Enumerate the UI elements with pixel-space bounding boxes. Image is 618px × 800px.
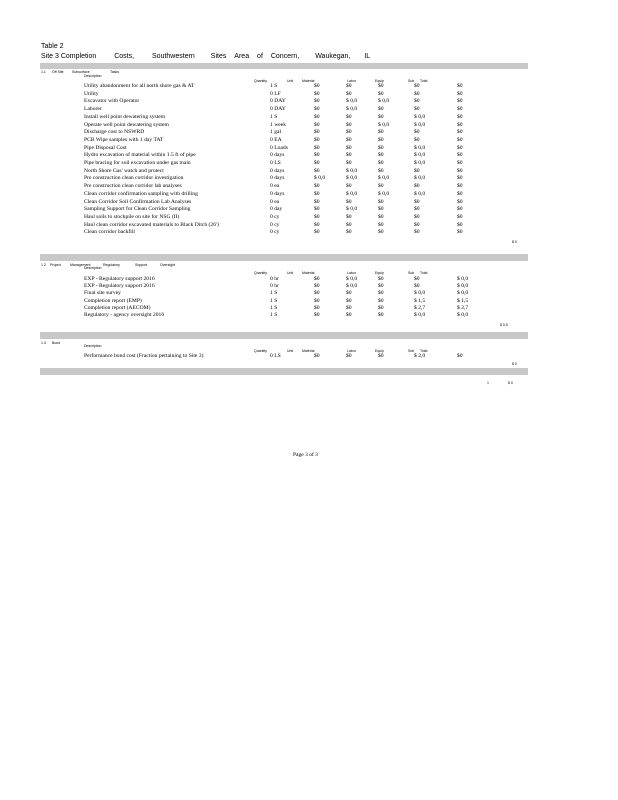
cell-sub: $0 [414, 213, 420, 220]
table-row [0, 191, 618, 198]
section-label: Subsurface [72, 70, 90, 74]
cell-tot: $0 [457, 353, 463, 359]
cell-qty: 1 S [270, 304, 278, 311]
cell-qty: 1 S [270, 83, 278, 89]
cell-sub: $0 [414, 276, 420, 282]
column-header: Quantity [254, 79, 268, 83]
task-description: Pre construction clean corridor lab analyses [84, 183, 182, 190]
cell-sub: $ 1,5 [414, 297, 426, 304]
cell-mat: $0 [314, 152, 320, 159]
table-row [0, 305, 618, 312]
column-header: Sub [408, 349, 415, 353]
column-header: Unit [287, 349, 294, 353]
cell-lab: $0 [346, 136, 352, 143]
cell-tot: $0 [457, 198, 463, 205]
table-title [41, 53, 370, 60]
cell-tot: $0 [457, 83, 463, 89]
cell-tot: $0 [457, 213, 463, 220]
column-header: Quantity [254, 349, 268, 353]
cell-mat: $0 [314, 113, 320, 120]
cell-lab: $0 [346, 152, 352, 159]
cell-mat: $0 [314, 206, 320, 213]
table-row [0, 137, 618, 144]
section-bar [40, 368, 528, 375]
cell-lab: $0 [346, 129, 352, 136]
column-header-description: Description [84, 344, 102, 348]
cell-mat: $0 [314, 276, 320, 282]
task-description: EXP - Regulatory support 2016 [84, 283, 155, 290]
section-label: Off Site [52, 70, 64, 74]
table-row [0, 106, 618, 113]
cell-lab: $0 [346, 183, 352, 190]
cell-mat: $0 [314, 353, 320, 359]
cell-mat: $0 [314, 229, 320, 236]
cell-qty: 0 days [270, 175, 285, 182]
cell-qty: 0 LF [270, 90, 281, 97]
cell-sub: $0 [414, 183, 420, 190]
cell-lab: $0 [346, 198, 352, 205]
cell-sub: $ 0,0 [414, 290, 426, 297]
section-label: Management [70, 263, 91, 267]
column-header: Sub [408, 271, 415, 275]
table-row [0, 312, 618, 319]
cell-lab: $ 0,0 [346, 106, 358, 113]
cell-tot: $ 0,0 [457, 312, 469, 318]
table-row [0, 222, 618, 229]
cell-qty: 0 LS [270, 353, 281, 359]
column-header: Material [302, 271, 315, 275]
cell-mat: $0 [314, 304, 320, 311]
section-number: 1.2 [41, 263, 46, 267]
cell-eq: $0 [378, 229, 384, 236]
cell-lab: $0 [346, 312, 352, 318]
cell-lab: $0 [346, 83, 352, 89]
cell-eq: $0 [378, 353, 384, 359]
cell-sub: $0 [414, 206, 420, 213]
cell-sub: $0 [414, 90, 420, 97]
table-row [0, 83, 618, 90]
cell-sub: $0 [414, 283, 420, 290]
column-header: Unit [287, 271, 294, 275]
task-description: Sampling Support for Clean Corridor Sampling [84, 206, 191, 213]
column-header: Sub [408, 79, 415, 83]
table-row [0, 98, 618, 105]
column-header: Labor [347, 79, 356, 83]
section-bar [40, 254, 528, 261]
table-row [0, 91, 618, 98]
cell-sub: $0 [414, 83, 420, 89]
cell-mat: $0 [314, 90, 320, 97]
page-number: Page 3 of 3 [293, 452, 318, 458]
cell-eq: $ 0,0 [378, 98, 390, 105]
table-row [0, 175, 618, 182]
section-label: Support [135, 263, 148, 267]
column-header: Material [302, 349, 315, 353]
table-row [0, 129, 618, 136]
title-part: of [257, 53, 263, 60]
cell-qty: 0 cy [270, 221, 280, 228]
table-row [0, 183, 618, 190]
cell-tot: $0 [457, 113, 463, 120]
task-description: Excavator with Operator [84, 98, 140, 105]
cell-tot: $0 [457, 144, 463, 151]
cell-lab: $ 0,0 [346, 175, 358, 182]
section-label: Regulatory [103, 263, 120, 267]
table-row [0, 199, 618, 206]
cell-eq: $ 0,0 [378, 190, 390, 197]
cell-tot: $0 [457, 98, 463, 105]
cell-lab: $0 [346, 113, 352, 120]
column-header: Total [420, 79, 428, 83]
cell-sub: $0 [414, 136, 420, 143]
table-row [0, 298, 618, 305]
column-header: Equip [375, 349, 384, 353]
cell-tot: $0 [457, 160, 463, 166]
cell-lab: $0 [346, 144, 352, 151]
cell-lab: $ 0,0 [346, 167, 358, 174]
column-header: Quantity [254, 271, 268, 275]
cell-qty: 0 LS [270, 160, 281, 166]
cell-qty: 0 DAY [270, 98, 286, 105]
cell-mat: $0 [314, 297, 320, 304]
cell-lab: $ 0,0 [346, 190, 358, 197]
cell-eq: $0 [378, 183, 384, 190]
cell-eq: $0 [378, 129, 384, 136]
cell-qty: 1 S [270, 113, 278, 120]
cell-mat: $0 [314, 190, 320, 197]
cell-sub: $ 0,0 [414, 190, 426, 197]
cell-sub: $0 [414, 98, 420, 105]
cell-tot: $0 [457, 106, 463, 113]
cell-lab: $0 [346, 121, 352, 128]
column-header: Labor [347, 271, 356, 275]
title-part: Concern, [270, 53, 300, 60]
cell-lab: $0 [346, 304, 352, 311]
section-subtotal: $ 0,5 [500, 323, 508, 327]
section-label: Oversight [160, 263, 175, 267]
table-row [0, 122, 618, 129]
table-row [0, 206, 618, 213]
table-row [0, 283, 618, 290]
cell-eq: $0 [378, 276, 384, 282]
cell-sub: $ 2,7 [414, 304, 426, 311]
table-row [0, 276, 618, 283]
cell-tot: $ 1,5 [457, 297, 469, 304]
task-description: Completion report (AECOM) [84, 304, 151, 311]
cell-sub: $ 0,0 [414, 144, 426, 151]
cell-lab: $0 [346, 229, 352, 236]
task-description: Laborer [84, 106, 102, 113]
cell-qty: 0 days [270, 190, 285, 197]
cell-tot: $ 2,7 [457, 304, 469, 311]
column-header-description: Description [84, 74, 102, 78]
cell-qty: 0 cy [270, 229, 280, 236]
title-part: Waukegan, [315, 53, 351, 60]
cell-eq: $0 [378, 136, 384, 143]
task-description: Haul clean corridor excavated materials to Black Ditch (26') [84, 221, 219, 228]
table-row [0, 145, 618, 152]
cell-eq: $0 [378, 90, 384, 97]
cell-lab: $0 [346, 297, 352, 304]
cell-eq: $0 [378, 152, 384, 159]
column-header: Total [420, 349, 428, 353]
cell-mat: $0 [314, 83, 320, 89]
column-header: Equip [375, 79, 384, 83]
task-description: North Shore Gas' watch and protect [84, 167, 164, 174]
title-part: Sites [210, 53, 227, 60]
cell-sub: $ 0,0 [414, 121, 426, 128]
table-row [0, 290, 618, 297]
cell-qty: 0 EA [270, 136, 282, 143]
task-description: Pre construction clean corridor investigation [84, 175, 184, 182]
cell-sub: $ 0,0 [414, 113, 426, 120]
cell-mat: $0 [314, 121, 320, 128]
cell-tot: $0 [457, 183, 463, 190]
cell-tot: $0 [457, 136, 463, 143]
cell-eq: $0 [378, 283, 384, 290]
task-description: Completion report (EMP) [84, 297, 142, 304]
cell-lab: $0 [346, 160, 352, 166]
cell-eq: $0 [378, 297, 384, 304]
cell-qty: 1 gal [270, 129, 282, 136]
section-label: Tasks [110, 70, 119, 74]
cell-tot: $0 [457, 121, 463, 128]
task-description: Install well point dewatering system [84, 113, 166, 120]
cell-eq: $0 [378, 221, 384, 228]
cell-lab: $0 [346, 90, 352, 97]
cell-qty: 1 S [270, 290, 278, 297]
cell-qty: 0 Loads [270, 144, 288, 151]
cell-lab: $0 [346, 290, 352, 297]
cell-sub: $ 0,0 [414, 175, 426, 182]
cell-lab: $0 [346, 221, 352, 228]
cell-lab: $0 [346, 213, 352, 220]
table-row [0, 229, 618, 236]
cell-tot: $0 [457, 206, 463, 213]
cell-lab: $0 [346, 353, 352, 359]
cell-qty: 0 DAY [270, 106, 286, 113]
cell-tot: $ 0,0 [457, 290, 469, 297]
cell-mat: $0 [314, 136, 320, 143]
cell-eq: $0 [378, 312, 384, 318]
task-description: Performance bond cost (Fraction pertaining to Site 3) [84, 353, 204, 359]
task-description: Pipe Disposal Cost [84, 144, 127, 151]
cell-sub: $0 [414, 221, 420, 228]
cell-qty: 1 week [270, 121, 286, 128]
cell-mat: $0 [314, 167, 320, 174]
cell-mat: $0 [314, 312, 320, 318]
cell-mat: $0 [314, 98, 320, 105]
cell-sub: $ 0,0 [414, 312, 426, 318]
task-description: Haul soils to stockpile on site for NSG (II) [84, 213, 180, 220]
cell-lab: $ 0,0 [346, 206, 358, 213]
title-part: IL [364, 53, 371, 60]
table-row [0, 214, 618, 221]
cell-mat: $0 [314, 144, 320, 151]
cell-tot: $ 0,0 [457, 276, 469, 282]
cell-mat: $0 [314, 106, 320, 113]
column-header: Unit [287, 79, 294, 83]
cell-eq: $0 [378, 113, 384, 120]
section-label: Bond [52, 341, 61, 345]
cell-tot: $ 0,0 [457, 283, 469, 290]
task-description: Utility abandonment for all north shore gas & AT [84, 83, 195, 89]
task-description: Clean corridor confirmation sampling with drilling [84, 190, 198, 197]
grand-total-label: 1 [487, 381, 489, 385]
cell-eq: $ 0,0 [378, 175, 390, 182]
task-description: Pipe bracing for soil excavation under gas main [84, 160, 191, 166]
task-description: Discharge cost to NSWRD [84, 129, 145, 136]
cell-eq: $0 [378, 304, 384, 311]
cell-lab: $ 0,0 [346, 283, 358, 290]
cell-eq: $0 [378, 206, 384, 213]
cell-mat: $ 0,0 [314, 175, 326, 182]
cell-qty: 1 S [270, 297, 278, 304]
cell-eq: $ 0,0 [378, 121, 390, 128]
section-bar [40, 332, 528, 339]
title-part: Area [234, 53, 250, 60]
table-row [0, 353, 618, 360]
cell-tot: $0 [457, 167, 463, 174]
task-description: Utility [84, 90, 99, 97]
cell-tot: $0 [457, 229, 463, 236]
cell-eq: $0 [378, 167, 384, 174]
cell-qty: 0 ea [270, 183, 280, 190]
cell-eq: $0 [378, 144, 384, 151]
cell-sub: $ 0,0 [414, 152, 426, 159]
cell-tot: $0 [457, 90, 463, 97]
cell-eq: $0 [378, 106, 384, 113]
column-header: Labor [347, 349, 356, 353]
title-part: Southwestern [152, 53, 195, 60]
cell-qty: 0 ea [270, 198, 280, 205]
cell-eq: $0 [378, 290, 384, 297]
section-number: 1.1 [41, 70, 46, 74]
column-header-description: Description [84, 266, 102, 270]
title-part: Site 3 Completion [41, 53, 97, 60]
table-number: Table 2 [41, 43, 64, 50]
cell-sub: $ 0,0 [414, 160, 426, 166]
header-rule [40, 63, 528, 69]
cell-tot: $0 [457, 175, 463, 182]
table-row [0, 152, 618, 159]
table-row [0, 160, 618, 167]
task-description: Clean Corridor Soil Confirmation Lab Analyses [84, 198, 192, 205]
cell-mat: $0 [314, 283, 320, 290]
cell-eq: $0 [378, 198, 384, 205]
cell-mat: $0 [314, 183, 320, 190]
task-description: Operate well point dewatering system [84, 121, 169, 128]
task-description: Final site survey [84, 290, 121, 297]
task-description: Regulatory - agency oversight 2016 [84, 312, 165, 318]
table-row [0, 168, 618, 175]
cell-mat: $0 [314, 213, 320, 220]
cell-tot: $0 [457, 221, 463, 228]
cell-qty: 1 S [270, 312, 278, 318]
cell-eq: $0 [378, 213, 384, 220]
task-description: EXP - Regulatory support 2016 [84, 276, 155, 282]
cell-sub: $0 [414, 106, 420, 113]
cell-mat: $0 [314, 290, 320, 297]
cell-sub: $ 2,0 [414, 353, 426, 359]
task-description: Clean corridor backfill [84, 229, 135, 236]
column-header: Total [420, 271, 428, 275]
cell-eq: $0 [378, 160, 384, 166]
cell-sub: $0 [414, 167, 420, 174]
cell-sub: $0 [414, 229, 420, 236]
cell-lab: $ 0,0 [346, 276, 358, 282]
cell-qty: 0 hr [270, 283, 279, 290]
cell-mat: $0 [314, 129, 320, 136]
section-subtotal: $ 0 [512, 240, 517, 244]
section-subtotal: $ 0 [512, 362, 517, 366]
section-number: 1.3 [41, 341, 46, 345]
cell-mat: $0 [314, 221, 320, 228]
grand-total-value: $ 0 [508, 381, 513, 385]
cell-tot: $0 [457, 129, 463, 136]
title-part: Costs, [114, 53, 135, 60]
cell-qty: 0 cy [270, 213, 280, 220]
cell-sub: $0 [414, 198, 420, 205]
column-header: Equip [375, 271, 384, 275]
cell-qty: 0 days [270, 167, 285, 174]
cell-lab: $ 0,0 [346, 98, 358, 105]
cell-mat: $0 [314, 160, 320, 166]
cell-tot: $0 [457, 190, 463, 197]
cell-qty: 0 days [270, 152, 285, 159]
task-description: Hydro excavation of material within 1.5 ft of pipe [84, 152, 196, 159]
cell-qty: 0 day [270, 206, 283, 213]
column-header: Material [302, 79, 315, 83]
cell-tot: $0 [457, 152, 463, 159]
table-row [0, 114, 618, 121]
task-description: PCB Wipe samples with 1 day TAT [84, 136, 164, 143]
cell-eq: $0 [378, 83, 384, 89]
cell-sub: $0 [414, 129, 420, 136]
cell-mat: $0 [314, 198, 320, 205]
cell-qty: 0 hr [270, 276, 279, 282]
section-label: Project [50, 263, 61, 267]
